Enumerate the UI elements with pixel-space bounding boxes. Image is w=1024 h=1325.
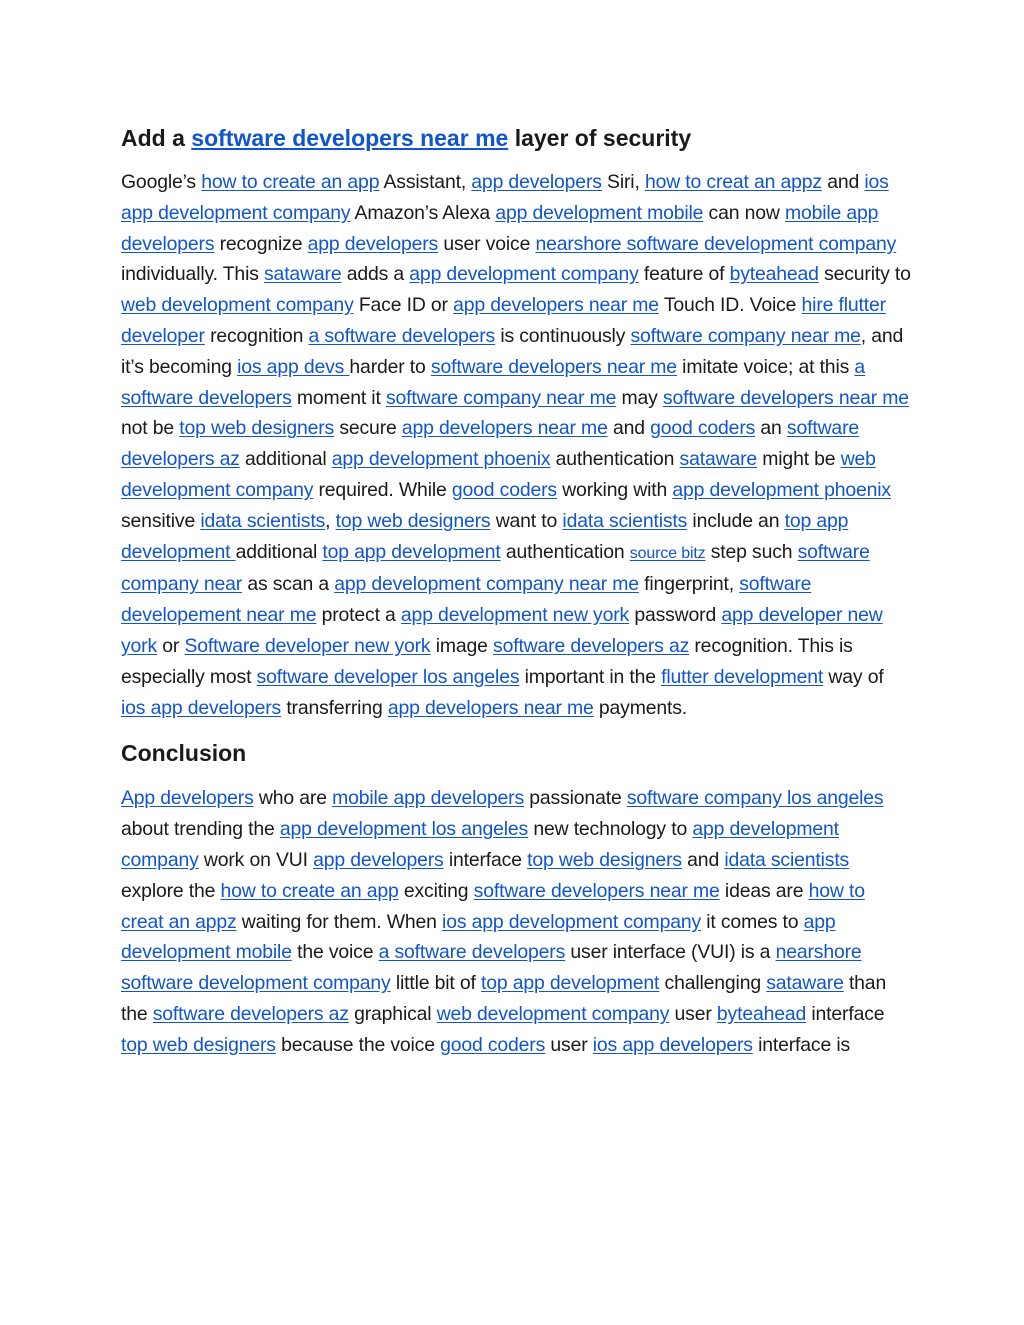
inline-link[interactable]: app developers (307, 232, 439, 255)
body-text: it comes to (701, 910, 804, 933)
body-text: and (607, 417, 651, 440)
inline-link[interactable]: byteahead (729, 263, 819, 286)
paragraph-security (121, 167, 911, 723)
body-text: moment it (291, 386, 386, 409)
inline-link[interactable]: software developers az (121, 417, 860, 471)
inline-link[interactable]: a software developers (121, 355, 866, 409)
body-text: recognition (204, 324, 309, 347)
inline-link[interactable]: software developement near me (121, 573, 812, 627)
body-text: Amazon’s Alexa (350, 201, 496, 224)
body-text: protect a (316, 604, 401, 627)
inline-link[interactable]: app developers near me (387, 696, 594, 719)
body-text: recognize (214, 232, 308, 255)
inline-link[interactable]: app developers near me (453, 294, 659, 317)
inline-link[interactable]: nearshore software development company (535, 232, 897, 255)
body-text: secure (334, 417, 402, 440)
inline-link[interactable]: software developers near me (191, 125, 509, 151)
inline-link[interactable]: byteahead (716, 1002, 807, 1025)
body-text: work on VUI (198, 848, 314, 871)
body-text: because the voice (275, 1033, 441, 1056)
inline-link[interactable]: good coders (440, 1033, 546, 1056)
inline-link[interactable]: software developers near me (473, 879, 720, 902)
body-text: password (629, 604, 722, 627)
body-text: and (681, 848, 725, 871)
body-text: challenging (659, 972, 767, 995)
body-text: Touch ID. Voice (658, 294, 802, 317)
body-text: additional (239, 448, 332, 471)
inline-link[interactable]: a software developers (378, 941, 566, 964)
inline-link[interactable]: app development company (409, 263, 639, 286)
inline-link[interactable]: a software developers (308, 324, 496, 347)
body-text: adds a (341, 263, 410, 286)
body-text: Add a (121, 125, 192, 151)
inline-link[interactable]: good coders (451, 478, 557, 501)
inline-link[interactable]: web development company (121, 294, 354, 317)
body-text: recognition. This is especially most (121, 634, 853, 688)
body-text: who are (253, 787, 333, 810)
inline-link[interactable]: nearshore software development company (121, 941, 862, 995)
body-text: passionate (524, 787, 627, 810)
inline-link[interactable]: top app development (322, 540, 501, 563)
body-text: not be (121, 417, 180, 440)
inline-link[interactable]: software company near (121, 540, 870, 596)
inline-link[interactable]: software developers near me (662, 386, 909, 409)
body-text: transferring (281, 696, 388, 719)
inline-link[interactable]: Software developer new york (184, 634, 431, 657)
body-text: interface (806, 1002, 885, 1025)
body-text: as scan a (242, 573, 335, 596)
paragraph-conclusion (121, 783, 911, 1060)
body-text: include an (687, 509, 785, 532)
inline-link[interactable]: app development new york (400, 604, 630, 627)
section-heading-conclusion (121, 737, 911, 769)
body-text: fingerprint, (638, 573, 740, 596)
inline-link[interactable]: software developers az (493, 634, 690, 657)
body-text: might be (757, 448, 841, 471)
inline-link[interactable]: how to creat an appz (644, 171, 822, 193)
body-text: interface is (752, 1033, 851, 1056)
inline-link[interactable]: software company near me (630, 324, 861, 347)
body-text: Google’s (121, 171, 202, 193)
inline-link[interactable]: App developers (121, 787, 254, 810)
body-text: ideas are (719, 879, 809, 902)
inline-link[interactable]: top app development (481, 972, 660, 995)
inline-link[interactable]: top web designers (527, 848, 682, 871)
body-text: imitate voice; at this (676, 355, 855, 378)
inline-link[interactable]: app development los angeles (279, 818, 529, 841)
body-text: Assistant, (379, 171, 472, 193)
body-text: graphical (348, 1002, 437, 1025)
inline-link[interactable]: web development company (436, 1002, 670, 1025)
inline-link[interactable]: app development phoenix (331, 448, 551, 471)
body-text: or (157, 634, 185, 657)
inline-link[interactable]: sataware (766, 972, 844, 995)
inline-link[interactable]: source bitz (629, 544, 706, 562)
inline-link[interactable]: ios app devs (237, 355, 350, 378)
body-text: working with (556, 478, 673, 501)
body-text: may (616, 386, 663, 409)
section-heading-security (121, 122, 911, 154)
inline-link[interactable]: idata scientists (724, 848, 850, 871)
inline-link[interactable]: app development phoenix (672, 478, 891, 501)
inline-link[interactable]: app developers (471, 171, 602, 193)
inline-link[interactable]: ios app developers (592, 1033, 753, 1056)
body-text: Face ID or (353, 294, 454, 317)
body-text: security to (818, 263, 911, 286)
body-text: payments. (593, 696, 687, 719)
inline-link[interactable]: how to creat an appz (121, 879, 865, 933)
body-text: important in the (519, 665, 662, 688)
document-page (121, 122, 911, 1061)
body-text: waiting for them. When (236, 910, 443, 933)
body-text: want to (490, 509, 563, 532)
body-text: user (669, 1002, 717, 1025)
body-text: authentication (500, 540, 630, 563)
inline-link[interactable]: how to create an app (220, 879, 399, 902)
body-text: user (545, 1033, 593, 1056)
inline-link[interactable]: flutter development (661, 665, 824, 688)
inline-link[interactable]: top app development (121, 509, 849, 563)
inline-link[interactable]: idata scientists (200, 509, 326, 532)
body-text: user interface (VUI) is a (565, 941, 776, 964)
body-text: authentication (550, 448, 680, 471)
inline-link[interactable]: ios app development company (121, 171, 889, 224)
body-text: about trending the (121, 818, 280, 841)
body-text: than the (121, 972, 887, 1025)
inline-link[interactable]: app developers near me (401, 417, 608, 440)
inline-link[interactable]: app development mobile (495, 201, 704, 224)
inline-link[interactable]: app developer new york (121, 604, 883, 657)
inline-link[interactable]: sataware (679, 448, 758, 471)
body-text: , (325, 509, 336, 532)
body-text: can now (703, 201, 785, 224)
body-text: little bit of (390, 972, 482, 995)
body-text: , and it’s becoming (121, 324, 904, 378)
inline-link[interactable]: sataware (264, 263, 342, 286)
body-text: required. While (313, 478, 452, 501)
body-text: explore the (121, 879, 221, 902)
body-text: feature of (638, 263, 730, 286)
body-text: an (755, 417, 787, 440)
body-text: image (430, 634, 494, 657)
body-text: way of (823, 665, 884, 688)
body-text: additional (235, 540, 323, 563)
inline-link[interactable]: ios app development company (442, 910, 702, 933)
inline-link[interactable]: app development mobile (121, 910, 836, 964)
inline-link[interactable]: app development company near me (334, 573, 639, 596)
body-text: new technology to (528, 818, 693, 841)
inline-link[interactable]: web development company (121, 448, 876, 501)
inline-link[interactable]: top web designers (179, 417, 335, 440)
body-text: interface (443, 848, 528, 871)
inline-link[interactable]: software company los angeles (626, 787, 884, 810)
inline-link[interactable]: how to create an app (201, 171, 380, 193)
inline-link[interactable]: app developers (313, 848, 444, 871)
inline-link[interactable]: mobile app developers (121, 201, 879, 255)
body-text: and (821, 171, 865, 193)
body-text: sensitive (121, 509, 201, 532)
body-text: the voice (291, 941, 379, 964)
inline-link[interactable]: software developers az (152, 1002, 349, 1025)
inline-link[interactable]: top web designers (335, 509, 491, 532)
body-text: Siri, (601, 171, 645, 193)
inline-link[interactable]: software developers near me (430, 355, 677, 378)
body-text: harder to (349, 355, 431, 378)
inline-link[interactable]: software company near me (385, 386, 617, 409)
inline-link[interactable]: software developer los angeles (256, 665, 520, 688)
body-text: is continuously (495, 324, 631, 347)
inline-link[interactable]: hire flutter developer (121, 294, 886, 347)
body-text: step such (705, 540, 798, 563)
inline-link[interactable]: app development company (121, 818, 839, 871)
body-text: exciting (398, 879, 474, 902)
body-text: user voice (438, 232, 536, 255)
body-text: layer of security (508, 125, 692, 151)
body-text: individually. This (121, 263, 265, 286)
inline-link[interactable]: good coders (650, 417, 756, 440)
inline-link[interactable]: mobile app developers (332, 787, 525, 810)
body-text: Conclusion (121, 740, 247, 767)
inline-link[interactable]: ios app developers (121, 696, 282, 719)
inline-link[interactable]: top web designers (121, 1033, 276, 1056)
inline-link[interactable]: idata scientists (562, 509, 688, 532)
